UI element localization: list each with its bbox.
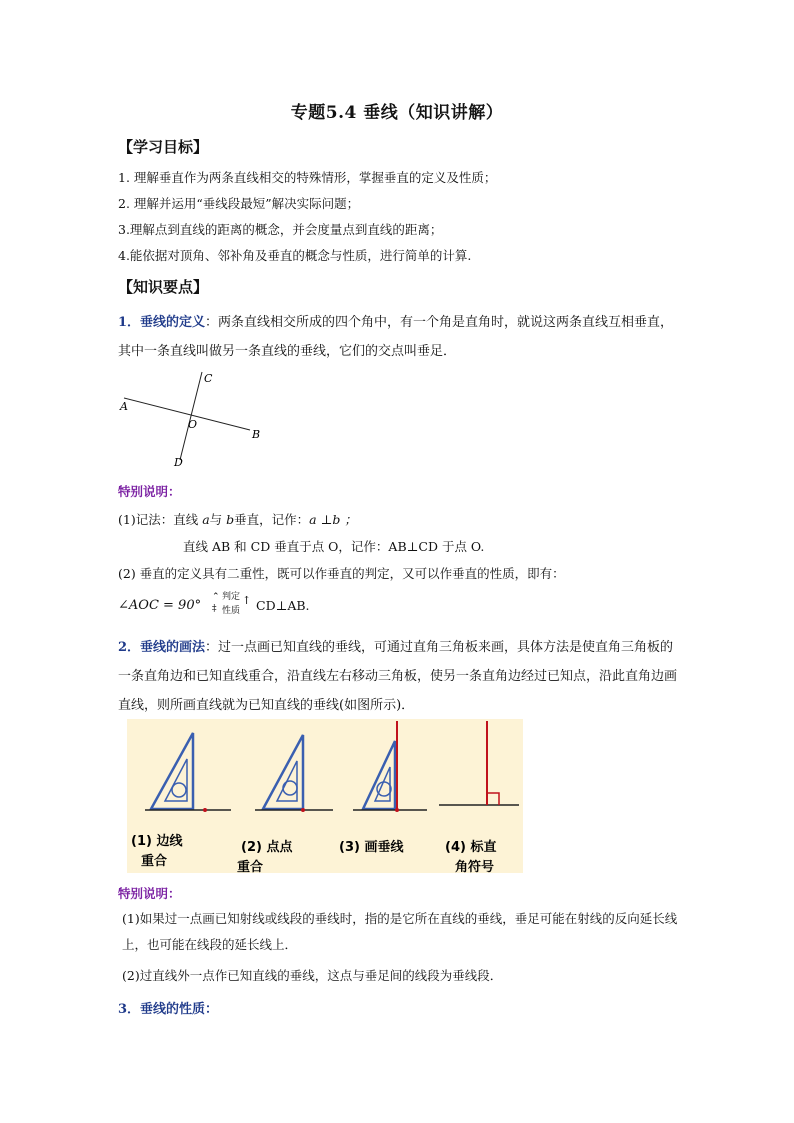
note2-line1: (1)如果过一点画已知射线或线段的垂线时，指的是它所在直线的垂线，垂足可能在射线的反向延长线上，也可能在线段的延长线上． bbox=[122, 911, 678, 952]
label-a: A bbox=[120, 400, 128, 413]
formula-judge: 判定 bbox=[222, 592, 241, 602]
perp-expression: a ⊥b ； bbox=[309, 512, 357, 527]
double-arrow-icon: ‡ bbox=[212, 604, 217, 614]
caption-step4-b: 角符号 bbox=[455, 860, 495, 873]
note1-heading: 特别说明： bbox=[118, 484, 181, 499]
goal-item: 2. 理解并运用“垂线段最短”解决实际问题； bbox=[118, 196, 360, 211]
drawing-method-text: ：过一点画已知直线的垂线，可通过直角三角板来画，具体方法是使直角三角板的一条直角边和已知直线重合，沿直线左右移动三角板，使另一条直角边经过已知点，沿此直角边画直线，则所画直线就为已知直线的垂线(如图所示)． bbox=[118, 640, 678, 713]
formula-property: 性质 bbox=[222, 606, 241, 616]
note2-heading: 特别说明： bbox=[118, 886, 181, 901]
drawing-steps-figure bbox=[127, 719, 523, 873]
arrow-up-icon: ⌃ bbox=[212, 592, 220, 602]
var-b: b bbox=[226, 512, 235, 527]
line-ab bbox=[124, 398, 250, 430]
var-a: a bbox=[202, 512, 210, 527]
caption-step2-b: 重合 bbox=[237, 860, 264, 873]
note1-line3: (2) 垂直的定义具有二重性，既可以作垂直的判定，又可以作垂直的性质，即有： bbox=[118, 566, 565, 581]
arrow-right-icon: ↑ bbox=[242, 594, 252, 607]
caption-step4: (4) 标直 bbox=[445, 840, 497, 855]
definition-paragraph bbox=[118, 308, 683, 366]
label-c: C bbox=[204, 372, 213, 385]
drawing-method-heading: 2．垂线的画法 bbox=[118, 640, 206, 655]
drawing-method-paragraph bbox=[118, 633, 683, 720]
caption-step1-b: 重合 bbox=[141, 854, 168, 869]
label-o: O bbox=[188, 418, 198, 431]
formula-left: ∠AOC = 90° bbox=[118, 598, 202, 613]
definition-text: ：两条直线相交所成的四个角中，有一个角是直角时，就说这两条直线互相垂直，其中一条直线叫做另一条直线的垂线，它们的交点叫垂足． bbox=[118, 315, 674, 359]
formula-right: CD⊥AB. bbox=[256, 598, 310, 613]
note1-prefix: (1)记法：直线 bbox=[118, 512, 203, 527]
note1-mid: 与 bbox=[209, 512, 227, 527]
goal-item: 1. 理解垂直作为两条直线相交的特殊情形，掌握垂直的定义及性质； bbox=[118, 170, 497, 185]
note1-line1 bbox=[118, 510, 357, 528]
goal-item: 4.能依据对顶角、邻补角及垂直的概念与性质，进行简单的计算. bbox=[118, 248, 472, 263]
caption-step2: (2) 点点 bbox=[241, 840, 293, 855]
label-b: B bbox=[252, 428, 261, 441]
line-cd bbox=[180, 372, 202, 460]
properties-heading: 3．垂线的性质： bbox=[118, 1002, 219, 1017]
perpendicular-lines-figure bbox=[112, 368, 272, 472]
note1-post: 垂直，记作： bbox=[234, 512, 310, 527]
definition-formula bbox=[118, 588, 518, 622]
goal-item: 3.理解点到直线的距离的概念，并会度量点到直线的距离； bbox=[118, 222, 443, 237]
page-title: 专题5.4 垂线（知识讲解） bbox=[290, 103, 504, 123]
note2-line2: (2)过直线外一点作已知直线的垂线，这点与垂足间的线段为垂线段． bbox=[122, 968, 503, 983]
note1-line2: 直线 AB 和 CD 垂直于点 O，记作：AB⊥CD 于点 O. bbox=[183, 539, 485, 554]
definition-heading: 1．垂线的定义 bbox=[118, 315, 206, 330]
knowledge-heading: 【知识要点】 bbox=[118, 278, 209, 296]
caption-step3: (3) 画垂线 bbox=[339, 840, 404, 855]
caption-step1: (1) 边线 bbox=[131, 834, 183, 849]
goals-heading: 【学习目标】 bbox=[118, 138, 209, 156]
label-d: D bbox=[174, 456, 183, 469]
